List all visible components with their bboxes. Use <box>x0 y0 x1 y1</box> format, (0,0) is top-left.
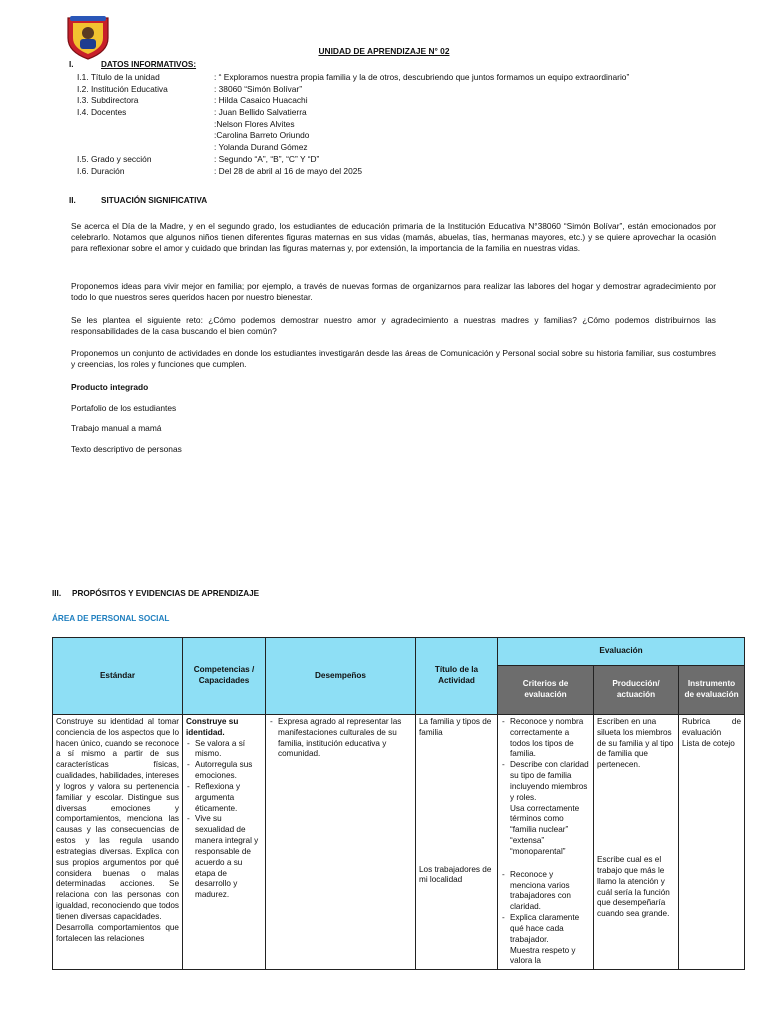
paragraph-text: Se acerca el Día de la Madre, y en el segundo grado, los estudiantes de educación primaria de la Institución Educativa N°38060 “Simón Bolívar”, están emocionados por celebrarlo. Notamos que algunos niños tienen diferentes figuras maternas en sus vidas (mamás, abuelas, tías, hermanas mayores, etc.) y se quiere aprovechar la ocasión para reflexionar sobre el amor y cuidado que brindan las figuras maternas y, por extensión, la importancia de la familia en nuestras vidas. <box>71 221 716 254</box>
cell-actividad <box>416 715 498 970</box>
actividad-title: La familia y tipos de familia <box>419 717 492 737</box>
list-item: - Expresa agrado al representar las manifestaciones culturales de su familia, institución educativa y comunidad. <box>278 717 412 760</box>
section-2-heading <box>69 196 207 207</box>
info-value: :Carolina Barreto Oriundo <box>214 130 310 141</box>
situation-paragraph <box>71 281 716 303</box>
info-label <box>77 130 214 142</box>
header-titulo-actividad: Título de la Actividad <box>416 638 498 715</box>
info-label: I.4. Docentes <box>77 107 127 118</box>
actividad-title: Los trabajadores de mi localidad <box>419 864 492 885</box>
header-evaluacion: Evaluación <box>498 638 745 666</box>
section-1-heading <box>69 60 196 71</box>
section-2-number: II. <box>69 196 76 205</box>
estandar-text: Construye su identidad al tomar conciencia de los aspectos que lo hacen único, cuando se reconoce a sí mismo a partir de sus características físicas, cualidades, habilidades, intereses y logros y valora su pertenencia familiar y escolar. Distingue sus diversas emociones y comportamientos, menciona las causas y las consecuencias de estos y las regula usando estrategias diversas. Explica con sus propios argumentos por qué considera buenas o malas determinadas acciones. Se relaciona con las personas con igualdad, reconociendo que todos tienen diversas capacidades. <box>56 717 179 921</box>
situation-paragraph <box>71 221 716 254</box>
table-row <box>53 715 745 970</box>
document-title: UNIDAD DE APRENDIZAJE N° 02 <box>318 46 450 56</box>
instrumento-text: Rubrica de evaluación <box>682 717 742 737</box>
section-2-title: SITUACIÓN SIGNIFICATIVA <box>101 196 208 205</box>
cell-instrumento <box>679 715 745 970</box>
info-value: : Del 28 de abril al 16 de mayo del 2025 <box>214 165 363 176</box>
list-item: - Se valora a sí mismo. <box>195 739 262 761</box>
capacidades-list <box>186 739 262 901</box>
produccion-text: Escribe cual es el trabajo que más le llamo la atención y cuál sería la función que desempeñaría cuando sea grande. <box>597 855 670 919</box>
desempenos-list <box>269 717 412 760</box>
info-row <box>77 119 727 131</box>
info-label: I.2. Institución Educativa <box>77 83 168 94</box>
info-label: I.3. Subdirectora <box>77 95 139 106</box>
instrumento-text: Lista de cotejo <box>682 738 735 748</box>
product-item: Portafolio de los estudiantes <box>71 403 177 413</box>
info-row <box>77 84 727 96</box>
criterios-list <box>501 870 590 946</box>
product-item: Texto descriptivo de personas <box>71 444 182 454</box>
cell-produccion <box>594 715 679 970</box>
list-item: - Describe con claridad su tipo de familia incluyendo miembros y roles. <box>510 760 590 803</box>
info-row <box>77 166 727 178</box>
product-item: Trabajo manual a mamá <box>71 423 162 433</box>
produccion-text: Escriben en una silueta los miembros de su familia y al tipo de familia que pertenecen. <box>597 717 674 770</box>
info-value: : “ Exploramos nuestra propia familia y la de otros, descubriendo que juntos formamos un equipo extraordinario” <box>214 72 630 82</box>
section-3-title: PROPÓSITOS Y EVIDENCIAS DE APRENDIZAJE <box>72 589 260 598</box>
info-row <box>77 72 727 84</box>
paragraph-text: Proponemos un conjunto de actividades en donde los estudiantes investigarán desde las áreas de Comunicación y Personal social sobre su historia familiar, sus costumbres y creencias, los roles y funciones que cumplen. <box>71 348 716 370</box>
info-row <box>77 154 727 166</box>
info-row <box>77 95 727 107</box>
header-instrumento: Instrumento de evaluación <box>679 666 745 715</box>
cell-desempenos <box>266 715 416 970</box>
header-criterios: Criterios de evaluación <box>498 666 594 715</box>
header-estandar: Estándar <box>53 638 183 715</box>
list-item: - Autorregula sus emociones. <box>195 760 262 782</box>
situation-paragraph <box>71 348 716 370</box>
paragraph-text: Se les plantea el siguiente reto: ¿Cómo podemos demostrar nuestro amor y agradecimiento a nuestras madres y familias? ¿Cómo podemos distribuirnos las responsabilidades de la casa buscando el bien común? <box>71 315 716 337</box>
info-label: I.6. Duración <box>77 165 125 176</box>
info-value: : 38060 “Simón Bolívar” <box>214 83 302 94</box>
list-item: - Vive su sexualidad de manera integral y responsable de acuerdo a su etapa de desarrollo y madurez. <box>195 814 262 901</box>
header-desempenos: Desempeños <box>266 638 416 715</box>
info-value: : Juan Bellido Salvatierra <box>214 107 307 118</box>
paragraph-text: Proponemos ideas para vivir mejor en familia; por ejemplo, a través de nuevas formas de organizarnos para realizar las labores del hogar y demostrar agradecimiento por todo lo que nuestros seres queridos hacen por nuestro bienestar. <box>71 281 716 303</box>
info-row <box>77 107 727 119</box>
info-value: : Segundo “A”, “B”, “C” Y “D” <box>214 153 320 164</box>
list-item: - Reflexiona y argumenta éticamente. <box>195 782 262 814</box>
info-value: :Nelson Flores Alvites <box>214 118 295 129</box>
info-label: I.1. Título de la unidad <box>77 72 160 82</box>
section-1-number: I. <box>69 60 74 69</box>
cell-competencias <box>183 715 266 970</box>
competencia-title: Construye su identidad. <box>186 717 239 737</box>
info-value: : Hilda Casaico Huacachi <box>214 95 308 106</box>
estandar-text: Desarrolla comportamientos que fortalecen las relaciones <box>56 922 179 943</box>
criterios-list <box>501 717 590 804</box>
section-3-number: III. <box>52 589 62 598</box>
criterio-text: Muestra respeto y valora la <box>510 945 576 966</box>
info-label <box>77 119 214 131</box>
list-item: - Reconoce y menciona varios trabajadores con claridad. <box>510 870 590 913</box>
info-label: I.5. Grado y sección <box>77 153 152 164</box>
info-label <box>77 142 214 154</box>
info-block <box>77 72 727 177</box>
header-produccion: Producción/ actuación <box>594 666 679 715</box>
cell-estandar <box>53 715 183 970</box>
situation-paragraph <box>71 315 716 337</box>
info-value: : Yolanda Durand Gómez <box>214 142 308 153</box>
cell-criterios <box>498 715 594 970</box>
section-3-heading <box>52 589 259 600</box>
info-row <box>77 130 727 142</box>
header-competencias: Competencias / Capacidades <box>183 638 266 715</box>
list-item: - Reconoce y nombra correctamente a todos los tipos de familia. <box>510 717 590 760</box>
area-title: ÁREA DE PERSONAL SOCIAL <box>52 614 170 623</box>
section-1-title: DATOS INFORMATIVOS: <box>101 60 197 69</box>
info-row <box>77 142 727 154</box>
product-heading: Producto integrado <box>71 382 149 392</box>
list-item: - Explica claramente qué hace cada trabajador. <box>510 913 590 945</box>
criterio-text: Usa correctamente términos como “familia nuclear” “extensa” “monoparental” <box>510 803 580 856</box>
learning-purposes-table <box>52 637 745 970</box>
